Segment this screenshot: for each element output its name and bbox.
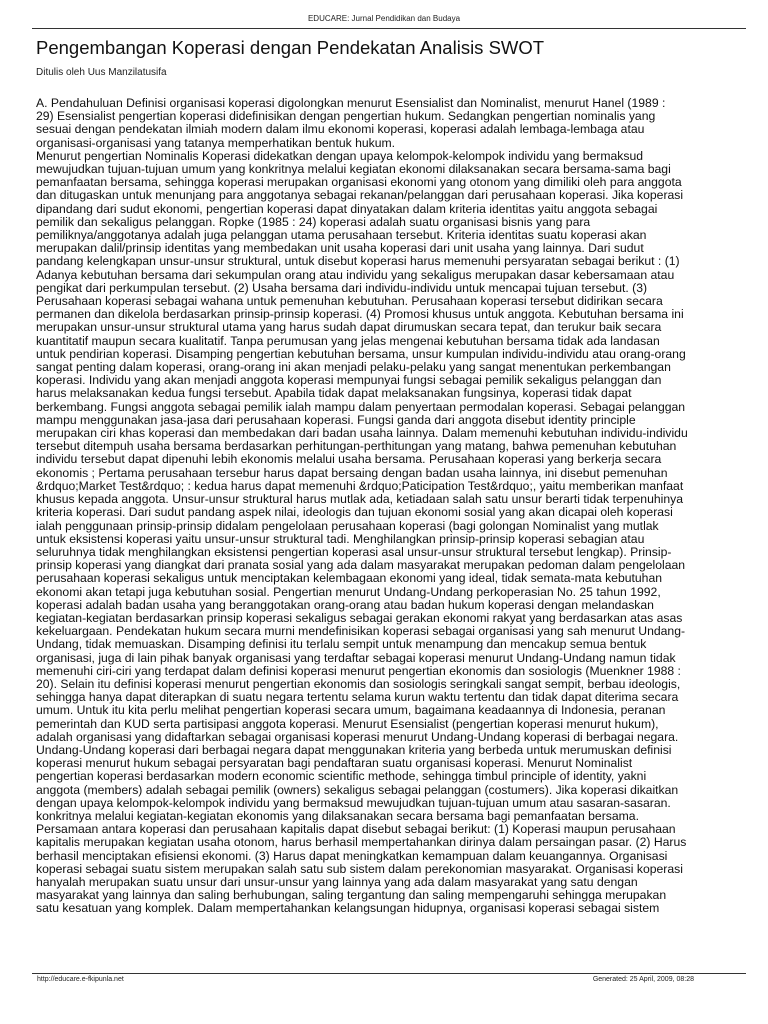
footer-generated-date: Generated: 25 April, 2009, 08:28 xyxy=(592,976,694,983)
article-byline: Ditulis oleh Uus Manzilatusifa xyxy=(36,67,167,78)
running-header: EDUCARE: Jurnal Pendidikan dan Budaya xyxy=(307,14,461,23)
article-title: Pengembangan Koperasi dengan Pendekatan Analisis SWOT xyxy=(36,37,545,58)
article-body: A. Pendahuluan Definisi organisasi koperasi digolongkan menurut Esensialist dan Nominalist, menurut Hanel (1989 : 29) Esensialist pengertian koperasi didefinisikan dengan pengertian hukum. Sedangkan pengertian nominalis yang sesuai dengan pendekatan ilmiah modern dalam ilmu ekonomi koperasi, koperasi adalah lembaga-lembaga atau organisasi-organisasi yang tatanya memperhatikan bentuk hukum. Menurut pengertian Nominalis Koperasi didekatkan dengan upaya kelompok-kelompok individu yang bermaksud mewujudkan tujuan-tujuan umum yang konkritnya melalui kegiatan ekonomi dilaksanakan secara bersama-sama bagi pemanfaatan bersama, sehingga koperasi merupakan organisasi ekonomi yang otonom yang dimiliki oleh para anggota dan ditugaskan untuk menunjang para anggotanya sebagai rekanan/pelanggan dari perusahaan koperasi. Jika koperasi dipandang dari sudut ekonomi, pengertian koperasi dapat dinyatakan dalam kriteria identitas yaitu anggota sebagai pemilik dan sekaligus pelanggan. Ropke (1985 : 24) koperasi adalah suatu organisasi bisnis yang para pemiliknya/anggotanya adalah juga pelanggan utama perusahaan tersebut. Kriteria identitas suatu koperasi akan merupakan dalil/prinsip identitas yang membedakan unit usaha koperasi dari unit usaha yang lainnya. Dari sudut pandang kelengkapan unsur-unsur struktural, untuk disebut koperasi harus memenuhi persyaratan sebagai berikut : (1) Adanya kebutuhan bersama dari sekumpulan orang atau individu yang sekaligus merupakan dasar kebersamaan atau pengikat dari perkumpulan tersebut. (2) Usaha bersama dari individu-individu untuk mencapai tujuan tersebut. (3) Perusahaan koperasi sebagai wahana untuk pemenuhan kebutuhan. Perusahaan koperasi tersebut didirikan secara permanen dan dikelola berdasarkan prinsip-prinsip koperasi. (4) Promosi khusus untuk anggota. Kebutuhan bersama ini merupakan unsur-unsur struktural utama yang harus sudah dapat dirumuskan secara tepat, dan terukur baik secara kuantitatif maupun secara kualitatif. Tanpa perumusan yang jelas mengenai kebutuhan bersama tidak ada landasan untuk pendirian koperasi. Disamping pengertian kebutuhan bersama, unsur kumpulan individu-individu atau orang-orang sangat penting dalam koperasi, orang-orang ini akan menjadi pelaku-pelaku yang sangat menentukan perkembangan koperasi. Individu yang akan menjadi anggota koperasi mempunyai fungsi sebagai pemilik sekaligus pelanggan dan harus melaksanakan kedua fungsi tersebut. Apabila tidak dapat melaksanakan fungsinya, koperasi tidak dapat berkembang. Fungsi anggota sebagai pemilik ialah mampu dalam penyertaan permodalan koperasi. Sebagai pelanggan mampu menggunakan jasa-jasa dari perusahaan koperasi. Fungsi ganda dari anggota disebut identity principle merupakan ciri khas koperasi dan membedakan dari badan usaha lainnya. Dalam memenuhi kebutuhan individu-individu tersebut ditempuh usaha bersama berdasarkan perhitungan-perthitungan yang matang, bahwa pemenuhan kebutuhan individu tersebut dapat dipenuhi lebih ekonomis melalui usaha bersama. Perusahaan koperasi yang berkerja secara ekonomis ; Pertama perusahaan tersebur harus dapat bersaing dengan badan usaha lainnya, ini disebut pemenuhan &rdquo;Market Test&rdquo; : kedua harus dapat memenuhi &rdquo;Paticipation Test&rdquo;, yaitu memberikan manfaat khusus kepada anggota. Unsur-unsur struktural harus mutlak ada, ketiadaan salah satu unsur berarti tidak terpenuhinya kriteria koperasi. Dari sudut pandang aspek nilai, ideologis dan tujuan ekonomi sosial yang akan dicapai oleh koperasi ialah penggunaan prinsip-prinsip didalam pengelolaan perusahaan koperasi (bagi golongan Nominalist yang mutlak untuk eksistensi koperasi yaitu unsur-unsur struktural tadi. Menghilangkan prinsip-prinsip koperasi sebagian atau seluruhnya tidak menghilangkan eksistensi pengertian koperasi asal unsur-unsur struktural tersebut lengkap). Prinsip- prinsip koperasi yang diangkat dari pranata sosial yang ada dalam masyarakat merupakan pedoman dalam pengelolaan perusahaan koperasi sekaligus untuk menciptakan kelembagaan ekonomi yang ideal, tidak semata-mata kebutuhan ekonomi akan tetapi juga kebutuhan sosial. Pengertian menurut Undang-Undang perkoperasian No. 25 tahun 1992, koperasi adalah badan usaha yang beranggotakan orang-orang atau badan hukum koperasi dengan melandaskan kegiatan-kegiatan berdasarkan prinsip koperasi sekaligus sebagai gerakan ekonomi rakyat yang berdasarkan atas asas kekeluargaan. Pendekatan hukum secara murni mendefinisikan koperasi sebagai organisasi yang sah menurut Undang- Undang, tidak memuaskan. Disamping definisi itu terlalu sempit untuk menampung dan mencakup semua bentuk organisasi, juga di lain pihak banyak organisasi yang terdaftar sebagai koperasi menurut Undang-Undang namun tidak memenuhi ciri-ciri yang terdapat dalam definisi koperasi menurut pengertian ekonomis dan sosiologis (Muenkner 1988 : 20). Selain itu definisi koperasi menurut pengertian ekonomis dan sosiologis seringkali sangat sempit, berbau ideologis, sehingga hanya dapat diterapkan di suatu negara tertentu selama kurun waktu tertentu dan tidak dapat diterima secara umum. Untuk itu kita perlu melihat pengertian koperasi secara umum, bagaimana keadaannya di Indonesia, peranan pemerintah dan KUD serta partisipasi anggota koperasi. Menurut Esensialist (pengertian koperasi menurut hukum), adalah organisasi yang didaftarkan sebagai organisasi koperasi menurut Undang-Undang koperasi di berbagai negara. Undang-Undang koperasi dari berbagai negara dapat menggunakan kriteria yang berbeda untuk merumuskan definisi koperasi menurut hukum sebagai persyaratan bagi pendaftaran suatu organisasi koperasi. Menurut Nominalist pengertian koperasi berdasarkan modern economic scientific methode, sehingga timbul principle of identity, yakni anggota (members) adalah sebagai pemilik (owners) sekaligus sebagai pelanggan (costumers). Jika koperasi dikaitkan dengan upaya kelompok-kelompok individu yang bermaksud mewujudkan tujuan-tujuan umum atau sasaran-sasaran. konkritnya melalui kegiatan-kegiatan ekonomis yang dilaksanakan secara bersama bagi pemanfaatan bersama. Persamaan antara koperasi dan perusahaan kapitalis dapat disebut sebagai berikut: (1) Koperasi maupun perusahaan kapitalis merupakan kegiatan usaha otonom, harus berhasil mempertahankan dirinya dalam persaingan pasar. (2) Harus berhasil menciptakan efisiensi ekonomi. (3) Harus dapat meningkatkan kemampuan dalam keuangannya. Organisasi koperasi sebagai suatu sistem merupakan salah satu sub sistem dalam perekonomian masyarakat. Organisasi koperasi hanyalah merupakan suatu unsur dari unsur-unsur yang lainnya yang ada dalam masyarakat yang satu dengan masyarakat yang lainnya dan saling berhubungan, saling tergantung dan saling mempengaruhi sehingga merupakan satu kesatuan yang komplek. Dalam mempertahankan kelangsungan hidupnya, organisasi koperasi sebagai sistem xyxy=(36,97,688,916)
header-divider xyxy=(32,28,746,29)
footer-url[interactable]: http://educare.e-fkipunla.net xyxy=(37,976,124,983)
footer-divider xyxy=(32,973,746,974)
